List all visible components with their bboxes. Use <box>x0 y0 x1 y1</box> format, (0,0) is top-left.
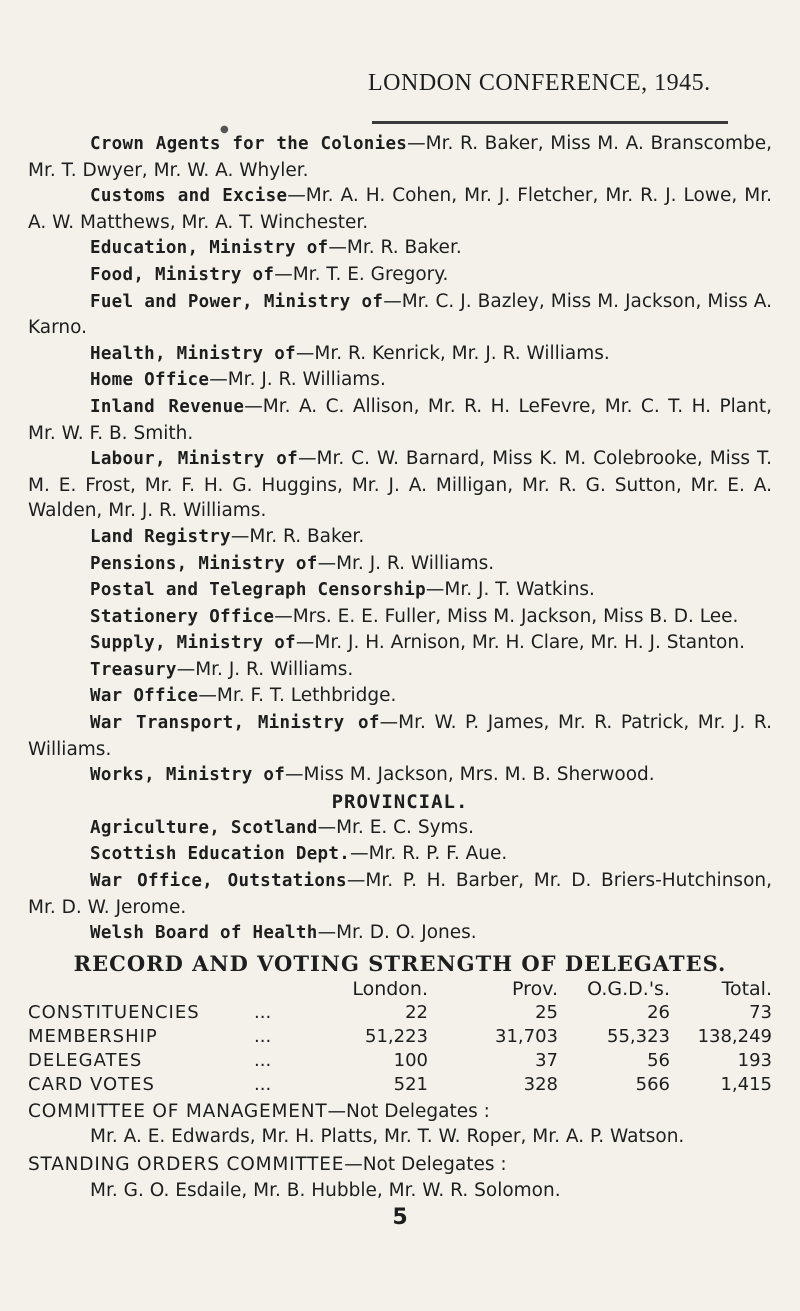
department-members: —Mr. R. Kenrick, Mr. J. R. Williams. <box>295 342 610 364</box>
committee-note: —Not Delegates : <box>344 1154 507 1175</box>
committee-name: COMMITTEE OF MANAGEMENT <box>28 1100 328 1122</box>
leader-dots: ... <box>254 1026 272 1048</box>
department-name: Stationery Office <box>90 606 275 627</box>
table-cell: 328 <box>523 1074 558 1096</box>
table-cell: 55,323 <box>607 1026 670 1048</box>
bullet-mark: ● <box>220 124 229 135</box>
department-name: War Transport, Ministry of <box>90 713 380 734</box>
provincial-list <box>28 815 772 947</box>
table-cell: 73 <box>749 1002 772 1024</box>
page-header: LONDON CONFERENCE, 1945. <box>368 70 711 96</box>
department-entry <box>28 630 772 657</box>
department-entry <box>28 868 772 920</box>
department-name: Food, Ministry of <box>90 264 275 285</box>
department-members: —Mr. D. O. Jones. <box>317 922 477 944</box>
department-name: Land Registry <box>90 526 231 547</box>
department-name: Postal and Telegraph Censorship <box>90 580 426 601</box>
column-header: Total. <box>721 977 772 1000</box>
department-members: —Mr. J. H. Arnison, Mr. H. Clare, Mr. H. J. Stanton. <box>295 632 745 654</box>
department-name: War Office, Outstations <box>90 871 347 892</box>
table-cell: 26 <box>647 1002 670 1024</box>
column-header: London. <box>352 977 428 1000</box>
department-entry <box>28 815 772 842</box>
department-members: —Mr. R. P. F. Aue. <box>350 843 508 865</box>
department-name: Welsh Board of Health <box>90 923 318 944</box>
department-name: Works, Ministry of <box>90 765 286 786</box>
page-number: 5 <box>392 1205 408 1231</box>
department-list <box>28 131 772 789</box>
table-row <box>28 1073 772 1097</box>
table-header-row <box>28 977 772 1001</box>
department-name: Labour, Ministry of <box>90 449 298 470</box>
department-entry <box>28 131 772 183</box>
table-cell: 521 <box>393 1074 428 1096</box>
table-cell: 37 <box>535 1050 558 1072</box>
department-name: Education, Ministry of <box>90 238 329 259</box>
department-name: Pensions, Ministry of <box>90 553 318 574</box>
department-entry <box>28 683 772 710</box>
department-name: Home Office <box>90 370 210 391</box>
department-entry <box>28 710 772 762</box>
department-members: —Mr. J. R. Williams. <box>209 369 386 391</box>
department-members: —Mr. A. H. Cohen, Mr. J. Fletcher, Mr. R. J. Lowe, Mr. A. W. Matthews, Mr. A. T. Winchester. <box>28 185 773 233</box>
row-label: DELEGATES <box>28 1050 143 1072</box>
department-members: —Mr. R. Baker. <box>230 525 365 547</box>
department-members: —Mr. C. J. Bazley, Miss M. Jackson, Miss A. Karno. <box>28 290 772 339</box>
department-members: —Mr. E. C. Syms. <box>317 816 475 838</box>
table-cell: 51,223 <box>365 1026 428 1048</box>
committee-note: —Not Delegates : <box>327 1100 490 1122</box>
record-title: RECORD AND VOTING STRENGTH OF DELEGATES. <box>73 950 727 976</box>
table-cell: 25 <box>535 1002 558 1024</box>
department-entry <box>28 657 772 684</box>
department-entry <box>28 604 772 631</box>
department-members: —Mr. C. W. Barnard, Miss K. M. Colebrooke, Miss T. M. E. Frost, Mr. F. H. G. Huggins, Mr. J. A. Milligan, Mr. R. G. Sutton, Mr. E. A. Walden, Mr. J. R. Williams. <box>28 448 772 522</box>
department-members: —Mr. J. T. Watkins. <box>425 579 595 601</box>
department-entry <box>28 524 772 551</box>
committee-name: STANDING ORDERS COMMITTEE <box>28 1154 345 1175</box>
department-members: —Mr. W. P. James, Mr. R. Patrick, Mr. J. R. Williams. <box>28 712 772 760</box>
table-cell: 566 <box>635 1074 670 1096</box>
table-row <box>28 1049 772 1073</box>
department-members: —Mrs. E. E. Fuller, Miss M. Jackson, Miss B. D. Lee. <box>274 605 739 627</box>
table-cell: 138,249 <box>697 1026 772 1048</box>
department-name: Health, Ministry of <box>90 343 296 364</box>
department-name: Customs and Excise <box>90 186 288 207</box>
department-name: Fuel and Power, Ministry of <box>90 291 384 312</box>
department-members: —Miss M. Jackson, Mrs. M. B. Sherwood. <box>285 764 655 786</box>
department-members: —Mr. T. E. Gregory. <box>274 263 449 285</box>
column-header: O.G.D.'s. <box>587 977 670 1000</box>
table-row <box>28 1025 772 1049</box>
department-entry <box>28 394 772 446</box>
department-members: —Mr. R. Baker. <box>328 237 462 259</box>
department-entry <box>28 235 772 262</box>
leader-dots: ... <box>254 1050 272 1072</box>
department-entry <box>28 551 772 578</box>
department-members: —Mr. A. C. Allison, Mr. R. H. LeFevre, Mr. C. T. H. Plant, Mr. W. F. B. Smith. <box>28 395 772 444</box>
committee-heading <box>28 1152 772 1178</box>
department-entry <box>28 577 772 604</box>
department-name: Treasury <box>90 659 177 680</box>
row-label: CONSTITUENCIES <box>28 1002 200 1024</box>
table-cell: 100 <box>393 1050 428 1072</box>
department-members: —Mr. F. T. Lethbridge. <box>198 685 397 707</box>
department-members: —Mr. J. R. Williams. <box>176 658 354 680</box>
committee-members: Mr. A. E. Edwards, Mr. H. Platts, Mr. T. W. Roper, Mr. A. P. Watson. <box>90 1126 685 1148</box>
department-entry <box>28 183 772 235</box>
table-cell: 31,703 <box>495 1026 558 1048</box>
department-name: Scottish Education Dept. <box>90 844 351 865</box>
committee-list <box>28 1099 772 1203</box>
leader-dots: ... <box>254 1074 272 1096</box>
table-row <box>28 1001 772 1025</box>
leader-dots: ... <box>254 1002 272 1024</box>
department-name: War Office <box>90 686 199 707</box>
department-name: Supply, Ministry of <box>90 633 296 654</box>
row-label: CARD VOTES <box>28 1074 155 1096</box>
department-entry <box>28 446 772 524</box>
department-entry <box>28 920 772 947</box>
department-members: —Mr. P. H. Barber, Mr. D. Briers-Hutchinson, Mr. D. W. Jerome. <box>28 870 772 918</box>
row-label: MEMBERSHIP <box>28 1026 158 1048</box>
provincial-heading: PROVINCIAL. <box>331 790 469 813</box>
department-name: Crown Agents for the Colonies <box>90 134 408 154</box>
table-cell: 22 <box>405 1002 428 1024</box>
department-entry <box>28 367 772 394</box>
voting-strength-table <box>28 977 772 1097</box>
department-entry <box>28 841 772 868</box>
department-entry <box>28 262 772 289</box>
committee-heading <box>28 1099 772 1125</box>
table-cell: 193 <box>737 1050 772 1072</box>
document-body <box>28 131 772 1230</box>
department-name: Inland Revenue <box>90 396 245 417</box>
table-cell: 1,415 <box>720 1074 772 1096</box>
department-members: —Mr. J. R. Williams. <box>317 552 495 574</box>
department-name: Agriculture, Scotland <box>90 817 318 838</box>
department-members: —Mr. R. Baker, Miss M. A. Branscombe, Mr. T. Dwyer, Mr. W. A. Whyler. <box>28 133 772 181</box>
department-entry <box>28 341 772 368</box>
department-entry <box>28 289 772 341</box>
table-cell: 56 <box>647 1050 670 1072</box>
department-entry <box>28 762 772 789</box>
header-rule <box>372 121 728 124</box>
committee-members: Mr. G. O. Esdaile, Mr. B. Hubble, Mr. W. R. Solomon. <box>90 1179 561 1201</box>
column-header: Prov. <box>512 977 558 1000</box>
